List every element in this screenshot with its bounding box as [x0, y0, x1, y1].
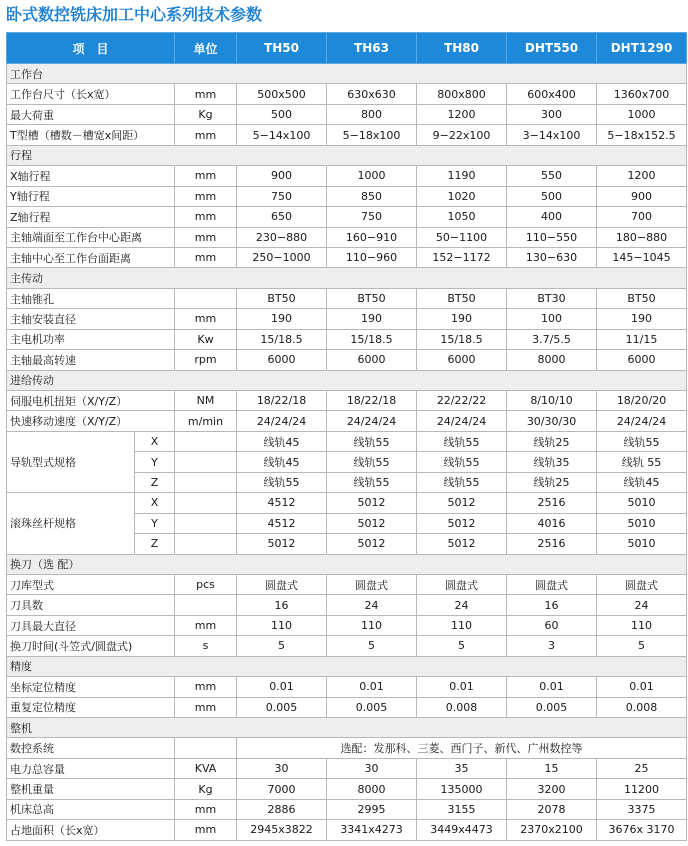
param-value: 4512 — [237, 513, 327, 533]
param-unit: s — [175, 636, 237, 656]
param-unit-empty — [175, 513, 237, 533]
param-value: 15 — [507, 758, 597, 778]
param-value: 3375 — [597, 799, 687, 819]
param-value: 250−1000 — [237, 247, 327, 267]
param-unit: KVA — [175, 758, 237, 778]
param-value: 1000 — [597, 104, 687, 124]
param-value: 圆盘式 — [237, 574, 327, 594]
spec-table — [6, 32, 687, 841]
param-value: 24/24/24 — [237, 411, 327, 431]
param-value: 0.008 — [597, 697, 687, 717]
param-value: 24 — [327, 595, 417, 615]
param-name: 主电机功率 — [7, 329, 175, 349]
param-value: 24 — [417, 595, 507, 615]
param-value: 2516 — [507, 534, 597, 554]
param-unit: mm — [175, 677, 237, 697]
param-unit: mm — [175, 247, 237, 267]
param-value: 850 — [327, 186, 417, 206]
param-value: 230−880 — [237, 227, 327, 247]
table-row — [7, 595, 687, 615]
param-value: 145−1045 — [597, 247, 687, 267]
param-value: 圆盘式 — [507, 574, 597, 594]
section-header-row — [7, 145, 687, 165]
param-unit — [175, 595, 237, 615]
param-name: X轴行程 — [7, 166, 175, 186]
param-value: 6000 — [597, 350, 687, 370]
param-unit: mm — [175, 820, 237, 840]
param-value: 100 — [507, 309, 597, 329]
param-value: 1200 — [417, 104, 507, 124]
param-value: 5012 — [237, 534, 327, 554]
param-unit: mm — [175, 799, 237, 819]
param-value: 0.008 — [417, 697, 507, 717]
param-value: 750 — [237, 186, 327, 206]
param-value: 0.005 — [507, 697, 597, 717]
param-unit: Kw — [175, 329, 237, 349]
param-value: 4512 — [237, 493, 327, 513]
param-value: 160−910 — [327, 227, 417, 247]
param-value: 圆盘式 — [417, 574, 507, 594]
param-value: 3.7/5.5 — [507, 329, 597, 349]
axis-label: Z — [135, 534, 175, 554]
param-value: 110 — [327, 615, 417, 635]
param-value: 0.01 — [417, 677, 507, 697]
param-value: 8000 — [507, 350, 597, 370]
table-row — [7, 227, 687, 247]
table-row — [7, 104, 687, 124]
param-value: 800 — [327, 104, 417, 124]
param-name: 电力总容量 — [7, 758, 175, 778]
param-value: 7000 — [237, 779, 327, 799]
table-row — [7, 207, 687, 227]
axis-label: Z — [135, 472, 175, 492]
param-unit: mm — [175, 697, 237, 717]
param-name: 坐标定位精度 — [7, 677, 175, 697]
param-value-span: 选配：发那科、三菱、西门子、新代、广州数控等 — [237, 738, 687, 758]
param-value: 800x800 — [417, 84, 507, 104]
group-name: 导轨型式规格 — [7, 431, 135, 492]
param-value: 2516 — [507, 493, 597, 513]
param-value: 线轨45 — [237, 431, 327, 451]
param-value: 5 — [597, 636, 687, 656]
param-value: 18/22/18 — [327, 391, 417, 411]
param-unit-empty — [175, 493, 237, 513]
section-header-row — [7, 370, 687, 390]
param-unit: mm — [175, 125, 237, 145]
param-value: 5010 — [597, 493, 687, 513]
param-value: 180−880 — [597, 227, 687, 247]
param-value: 线轨45 — [597, 472, 687, 492]
param-value: 600x400 — [507, 84, 597, 104]
param-value: 8000 — [327, 779, 417, 799]
param-value: 9−22x100 — [417, 125, 507, 145]
param-name: 刀具最大直径 — [7, 615, 175, 635]
axis-label: X — [135, 493, 175, 513]
param-value: 线轨 55 — [597, 452, 687, 472]
header-model: DHT1290 — [597, 33, 687, 64]
param-value: 18/22/18 — [237, 391, 327, 411]
table-row — [7, 247, 687, 267]
param-value: 190 — [237, 309, 327, 329]
section-header-row — [7, 64, 687, 84]
param-value: 3−14x100 — [507, 125, 597, 145]
param-value: 5012 — [417, 493, 507, 513]
param-unit: mm — [175, 309, 237, 329]
param-value: 750 — [327, 207, 417, 227]
param-value: 110−960 — [327, 247, 417, 267]
table-row — [7, 309, 687, 329]
param-value: 2945x3822 — [237, 820, 327, 840]
param-value: 400 — [507, 207, 597, 227]
param-value: 2370x2100 — [507, 820, 597, 840]
param-value: 线轨25 — [507, 472, 597, 492]
section-header-row — [7, 718, 687, 738]
param-name: 主轴安装直径 — [7, 309, 175, 329]
param-value: 16 — [507, 595, 597, 615]
param-value: 30 — [237, 758, 327, 778]
param-value: 190 — [597, 309, 687, 329]
param-value: 5010 — [597, 534, 687, 554]
table-row — [7, 697, 687, 717]
param-value: 0.01 — [237, 677, 327, 697]
param-value: 24/24/24 — [597, 411, 687, 431]
param-value: 3341x4273 — [327, 820, 417, 840]
param-name: 伺服电机扭矩（X/Y/Z） — [7, 391, 175, 411]
param-value: 2995 — [327, 799, 417, 819]
table-row — [7, 615, 687, 635]
param-value: 圆盘式 — [597, 574, 687, 594]
param-name: 主轴端面至工作台中心距离 — [7, 227, 175, 247]
param-value: 15/18.5 — [417, 329, 507, 349]
table-row — [7, 329, 687, 349]
param-value: 1360x700 — [597, 84, 687, 104]
param-unit: m/min — [175, 411, 237, 431]
param-value: 550 — [507, 166, 597, 186]
param-value: 线轨55 — [327, 472, 417, 492]
param-value: 24/24/24 — [417, 411, 507, 431]
section-header-row — [7, 656, 687, 676]
param-value: 190 — [327, 309, 417, 329]
table-row — [7, 574, 687, 594]
param-name: Y轴行程 — [7, 186, 175, 206]
param-value: 30/30/30 — [507, 411, 597, 431]
param-name: 占地面积（长x宽） — [7, 820, 175, 840]
param-unit: mm — [175, 207, 237, 227]
header-model: TH80 — [417, 33, 507, 64]
table-row — [7, 391, 687, 411]
param-name: 整机重量 — [7, 779, 175, 799]
param-unit: mm — [175, 186, 237, 206]
header-row — [7, 33, 687, 64]
param-name: 最大荷重 — [7, 104, 175, 124]
param-unit-empty — [175, 472, 237, 492]
table-row — [7, 758, 687, 778]
param-value: 5012 — [327, 534, 417, 554]
param-unit: Kg — [175, 779, 237, 799]
param-value: 1050 — [417, 207, 507, 227]
param-name: 主轴最高转速 — [7, 350, 175, 370]
table-row — [7, 779, 687, 799]
param-value: 线轨55 — [417, 472, 507, 492]
param-value: 线轨55 — [417, 452, 507, 472]
param-unit: pcs — [175, 574, 237, 594]
param-value: 1020 — [417, 186, 507, 206]
param-value: 5−18x152.5 — [597, 125, 687, 145]
section-header-row — [7, 268, 687, 288]
param-value: 6000 — [237, 350, 327, 370]
header-model: TH63 — [327, 33, 417, 64]
param-value: 11200 — [597, 779, 687, 799]
param-value: 3 — [507, 636, 597, 656]
axis-label: Y — [135, 513, 175, 533]
axis-label: Y — [135, 452, 175, 472]
param-value: 110−550 — [507, 227, 597, 247]
param-name: T型槽（槽数－槽宽x间距） — [7, 125, 175, 145]
param-value: 5012 — [417, 534, 507, 554]
param-value: 3676x 3170 — [597, 820, 687, 840]
param-value: BT50 — [327, 288, 417, 308]
param-name: 工作台尺寸（长x宽） — [7, 84, 175, 104]
param-value: 15/18.5 — [237, 329, 327, 349]
param-name: 刀库型式 — [7, 574, 175, 594]
param-name: 机床总高 — [7, 799, 175, 819]
param-value: 1200 — [597, 166, 687, 186]
param-name: 主轴中心至工作台面距离 — [7, 247, 175, 267]
param-unit-empty — [175, 452, 237, 472]
param-value: 线轨45 — [237, 452, 327, 472]
param-value: 5012 — [327, 513, 417, 533]
table-row — [7, 166, 687, 186]
header-model: TH50 — [237, 33, 327, 64]
section-title: 整机 — [7, 718, 687, 738]
axis-label: X — [135, 431, 175, 451]
param-value: 线轨55 — [597, 431, 687, 451]
param-value: 线轨55 — [327, 452, 417, 472]
param-value: 1190 — [417, 166, 507, 186]
param-value: 0.005 — [327, 697, 417, 717]
param-value: 630x630 — [327, 84, 417, 104]
table-row — [7, 738, 687, 758]
header-item: 项 目 — [7, 33, 175, 64]
table-row — [7, 493, 687, 513]
param-value: 135000 — [417, 779, 507, 799]
param-value: 0.01 — [597, 677, 687, 697]
param-value: 30 — [327, 758, 417, 778]
param-value: 6000 — [417, 350, 507, 370]
param-value: 圆盘式 — [327, 574, 417, 594]
param-value: 130−630 — [507, 247, 597, 267]
section-title: 精度 — [7, 656, 687, 676]
param-value: 5012 — [327, 493, 417, 513]
section-title: 行程 — [7, 145, 687, 165]
param-value: 15/18.5 — [327, 329, 417, 349]
param-name: Z轴行程 — [7, 207, 175, 227]
param-value: 500x500 — [237, 84, 327, 104]
table-row — [7, 125, 687, 145]
param-unit: rpm — [175, 350, 237, 370]
table-row — [7, 186, 687, 206]
param-value: 线轨55 — [237, 472, 327, 492]
param-value: 35 — [417, 758, 507, 778]
param-value: 24/24/24 — [327, 411, 417, 431]
param-value: 线轨25 — [507, 431, 597, 451]
param-value: 5−18x100 — [327, 125, 417, 145]
param-value: 5012 — [417, 513, 507, 533]
param-value: 50−1100 — [417, 227, 507, 247]
table-row — [7, 799, 687, 819]
param-value: 190 — [417, 309, 507, 329]
param-value: 60 — [507, 615, 597, 635]
param-value: 0.005 — [237, 697, 327, 717]
param-value: 11/15 — [597, 329, 687, 349]
param-value: 650 — [237, 207, 327, 227]
param-value: 110 — [417, 615, 507, 635]
param-value: 1000 — [327, 166, 417, 186]
param-value: 线轨35 — [507, 452, 597, 472]
param-name: 数控系统 — [7, 738, 175, 758]
header-unit: 单位 — [175, 33, 237, 64]
param-value: 16 — [237, 595, 327, 615]
param-name: 刀具数 — [7, 595, 175, 615]
param-unit — [175, 288, 237, 308]
param-value: BT30 — [507, 288, 597, 308]
param-value: BT50 — [597, 288, 687, 308]
table-row — [7, 84, 687, 104]
param-value: 2078 — [507, 799, 597, 819]
param-value: 0.01 — [327, 677, 417, 697]
param-value: BT50 — [237, 288, 327, 308]
param-unit: mm — [175, 227, 237, 247]
section-title: 进给传动 — [7, 370, 687, 390]
param-value: 25 — [597, 758, 687, 778]
param-value: 5−14x100 — [237, 125, 327, 145]
param-name: 重复定位精度 — [7, 697, 175, 717]
header-model: DHT550 — [507, 33, 597, 64]
param-value: BT50 — [417, 288, 507, 308]
param-value: 900 — [597, 186, 687, 206]
table-row — [7, 350, 687, 370]
param-value: 线轨55 — [327, 431, 417, 451]
spec-body — [7, 64, 687, 841]
section-title: 换刀（选 配） — [7, 554, 687, 574]
page-title: 卧式数控铣床加工中心系列技术参数 — [6, 5, 263, 24]
param-value: 5 — [237, 636, 327, 656]
param-value: 2886 — [237, 799, 327, 819]
param-unit: Kg — [175, 104, 237, 124]
param-value: 18/20/20 — [597, 391, 687, 411]
param-name: 快速移动速度（X/Y/Z） — [7, 411, 175, 431]
param-value: 8/10/10 — [507, 391, 597, 411]
table-row — [7, 677, 687, 697]
param-unit: mm — [175, 615, 237, 635]
param-value: 线轨55 — [417, 431, 507, 451]
param-value: 5 — [417, 636, 507, 656]
param-unit: NM — [175, 391, 237, 411]
param-value: 500 — [507, 186, 597, 206]
table-row — [7, 288, 687, 308]
param-value: 900 — [237, 166, 327, 186]
param-unit-empty — [175, 431, 237, 451]
param-value: 5010 — [597, 513, 687, 533]
group-name: 滚珠丝杆规格 — [7, 493, 135, 554]
param-value: 4016 — [507, 513, 597, 533]
param-value: 5 — [327, 636, 417, 656]
param-unit: mm — [175, 166, 237, 186]
param-value: 0.01 — [507, 677, 597, 697]
param-name: 换刀时间(斗笠式/圆盘式) — [7, 636, 175, 656]
table-row — [7, 636, 687, 656]
table-row — [7, 431, 687, 451]
param-value: 24 — [597, 595, 687, 615]
param-value: 500 — [237, 104, 327, 124]
param-value: 152−1172 — [417, 247, 507, 267]
param-value: 110 — [237, 615, 327, 635]
param-unit: mm — [175, 84, 237, 104]
param-value: 300 — [507, 104, 597, 124]
section-title: 主传动 — [7, 268, 687, 288]
param-value: 3155 — [417, 799, 507, 819]
param-name: 主轴锥孔 — [7, 288, 175, 308]
section-title: 工作台 — [7, 64, 687, 84]
table-row — [7, 411, 687, 431]
param-unit — [175, 738, 237, 758]
table-row — [7, 820, 687, 840]
param-value: 22/22/22 — [417, 391, 507, 411]
param-value: 6000 — [327, 350, 417, 370]
param-unit-empty — [175, 534, 237, 554]
section-header-row — [7, 554, 687, 574]
param-value: 3200 — [507, 779, 597, 799]
param-value: 110 — [597, 615, 687, 635]
param-value: 3449x4473 — [417, 820, 507, 840]
param-value: 700 — [597, 207, 687, 227]
